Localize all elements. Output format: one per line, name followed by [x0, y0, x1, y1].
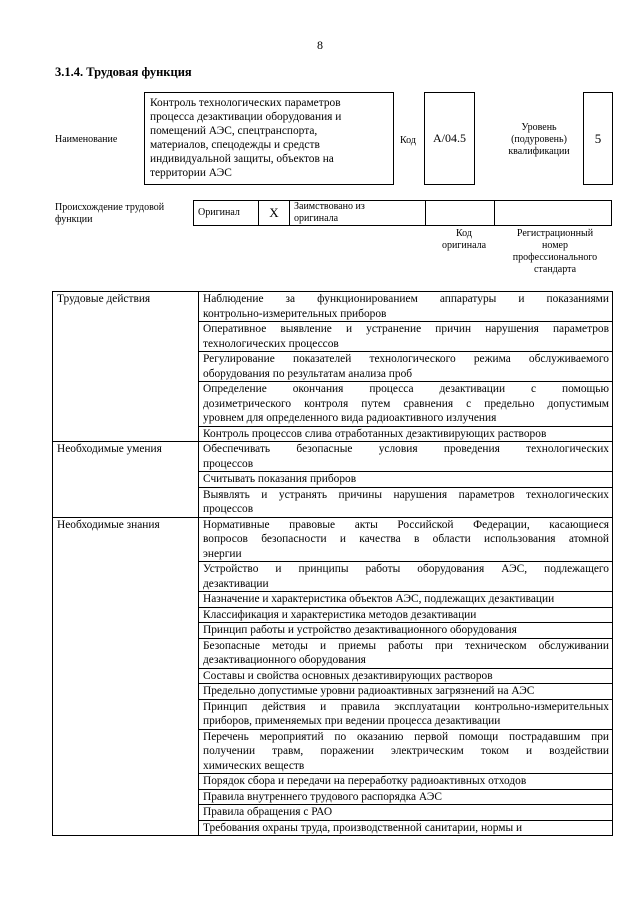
requirement-line: Правила внутреннего трудового распорядка АЭС [203, 790, 442, 803]
function-name-line: территории АЭС [150, 167, 232, 179]
requirement-cell [199, 292, 613, 322]
requirement-line: Оперативное выявление и устранение причин нарушения параметров [203, 323, 609, 335]
requirement-line: вопросов безопасности и качества в области использования атомной [203, 533, 609, 545]
requirement-cell [199, 668, 613, 684]
requirement-line: Принцип действия и правила эксплуатации контрольно-измерительных [203, 700, 609, 713]
requirement-line: процессов [203, 503, 254, 515]
requirement-cell [199, 442, 613, 472]
requirement-cell [199, 487, 613, 517]
table-row [53, 517, 613, 562]
requirement-line: Правила обращения с РАО [203, 806, 333, 818]
name-label: Наименование [55, 134, 118, 145]
borrowed-label-line: оригинала [294, 213, 339, 224]
requirement-cell [199, 684, 613, 700]
function-code-value: А/04.5 [433, 131, 466, 145]
origin-table [193, 200, 612, 226]
function-details-table [52, 291, 613, 836]
code-label: Код [400, 135, 416, 146]
original-label-cell [194, 201, 259, 226]
requirement-line: Нормативные правовые акты Российской Федерации, касающиеся [203, 518, 609, 531]
function-code-box [424, 92, 475, 185]
section-title-cell: Необходимые умения [53, 442, 199, 518]
reg-number-caption [500, 228, 610, 276]
requirement-line: Определение окончания процесса дезактивации с помощью [203, 383, 609, 395]
table-row [53, 292, 613, 322]
requirement-cell [199, 517, 613, 562]
requirement-line: Составы и свойства основных дезактивирующих растворов [203, 669, 493, 682]
code-original-caption [430, 228, 498, 252]
requirement-line: дезактивационного оборудования [203, 654, 366, 666]
requirement-line: Устройство и принципы работы оборудования АЭС, подлежащего [203, 563, 609, 575]
requirement-line: Принцип работы и устройство дезактивационного оборудования [203, 624, 517, 636]
requirement-line: получении травм, поражении электрическим током и воздействии [203, 745, 609, 757]
requirement-line: оборудования по результатам анализа проб [203, 367, 413, 380]
requirement-cell [199, 638, 613, 668]
requirement-line: приборов, применяемых при ведении процесса дезактивации [203, 715, 501, 727]
requirement-line: Выявлять и устранять причины нарушения параметров технологических [203, 488, 609, 501]
requirement-cell [199, 820, 613, 836]
caption-line: Код [456, 228, 472, 239]
caption-line: стандарта [533, 264, 577, 275]
requirement-cell [199, 352, 613, 382]
requirement-line: Порядок сбора и передачи на переработку радиоактивных отходов [203, 775, 527, 787]
borrowed-cell [290, 201, 426, 226]
original-label: Оригинал [198, 207, 240, 218]
origin-label [55, 202, 164, 226]
requirement-line: дезактивации [203, 577, 269, 590]
caption-line: номер [542, 240, 568, 251]
requirement-line: Обеспечивать безопасные условия проведения технологических [203, 443, 609, 455]
table-row [53, 442, 613, 472]
function-name-box [144, 92, 394, 185]
requirement-cell [199, 729, 613, 774]
reg-number-cell [495, 201, 612, 226]
requirement-cell [199, 562, 613, 592]
caption-line: Регистрационный [516, 228, 594, 239]
requirement-line: энергии [203, 547, 242, 560]
qualification-level-box [583, 92, 613, 185]
requirement-cell [199, 607, 613, 623]
level-label-line: квалификации [508, 146, 570, 157]
requirement-cell [199, 774, 613, 790]
requirement-cell [199, 592, 613, 608]
function-name-line: процесса дезактивации оборудования и [150, 111, 342, 123]
requirement-cell [199, 805, 613, 821]
original-mark: X [269, 205, 279, 220]
requirement-line: контрольно-измерительных приборов [203, 307, 387, 320]
section-title-cell: Необходимые знания [53, 517, 199, 836]
requirement-cell [199, 382, 613, 427]
requirement-line: Наблюдение за функционированием аппаратуры и показаниями [203, 293, 609, 305]
function-name-line: материалов, спецодежды и средств [150, 139, 320, 151]
requirement-cell [199, 699, 613, 729]
requirement-line: Безопасные методы и приемы работы при техническом обслуживании [203, 639, 609, 652]
requirement-line: Предельно допустимые уровни радиоактивных загрязнений на АЭС [203, 685, 535, 697]
requirement-line: Считывать показания приборов [203, 473, 357, 485]
requirement-line: уровнем для определенного вида радиоактивного излучения [203, 412, 497, 424]
function-name-line: помещений АЭС, спецтранспорта, [150, 125, 318, 137]
requirement-line: процессов [203, 457, 254, 470]
level-label-line: Уровень [521, 122, 557, 133]
requirement-cell [199, 322, 613, 352]
function-name-line: Контроль технологических параметров [150, 97, 341, 109]
page-number: 8 [317, 38, 323, 52]
caption-line: оригинала [441, 240, 487, 251]
requirement-line: Требования охраны труда, производственной санитарии, нормы и [203, 821, 523, 834]
level-label-line: (подуровень) [511, 134, 567, 145]
qualification-level-value: 5 [594, 130, 602, 146]
section-title: 3.1.4. Трудовая функция [55, 65, 192, 79]
requirement-line: Перечень мероприятий по оказанию первой помощи пострадавшим при [203, 730, 609, 743]
borrowed-label-line: Заимствовано из [294, 201, 365, 212]
requirement-line: Регулирование показателей технологического режима обслуживаемого [203, 353, 609, 365]
caption-line: профессионального [512, 252, 598, 263]
origin-label-line: Происхождение трудовой [55, 202, 165, 213]
code-original-cell [426, 201, 495, 226]
origin-label-line: функции [55, 214, 93, 225]
requirement-cell [199, 623, 613, 639]
requirement-line: технологических процессов [203, 337, 339, 350]
requirement-line: дозиметрического контроля путем сравнения с предельно допустимым [203, 397, 609, 410]
requirement-cell [199, 789, 613, 805]
requirement-line: Классификация и характеристика методов дезактивации [203, 608, 477, 621]
function-name-line: индивидуальной защиты, объектов на [150, 153, 334, 165]
original-mark-cell [259, 201, 290, 226]
requirement-line: химических веществ [203, 759, 305, 772]
requirement-cell [199, 426, 613, 442]
qualification-level-label [500, 122, 578, 158]
requirement-line: Контроль процессов слива отработанных дезактивирующих растворов [203, 427, 547, 440]
section-title-cell: Трудовые действия [53, 292, 199, 442]
requirement-cell [199, 472, 613, 488]
requirement-line: Назначение и характеристика объектов АЭС, подлежащих дезактивации [203, 593, 555, 605]
